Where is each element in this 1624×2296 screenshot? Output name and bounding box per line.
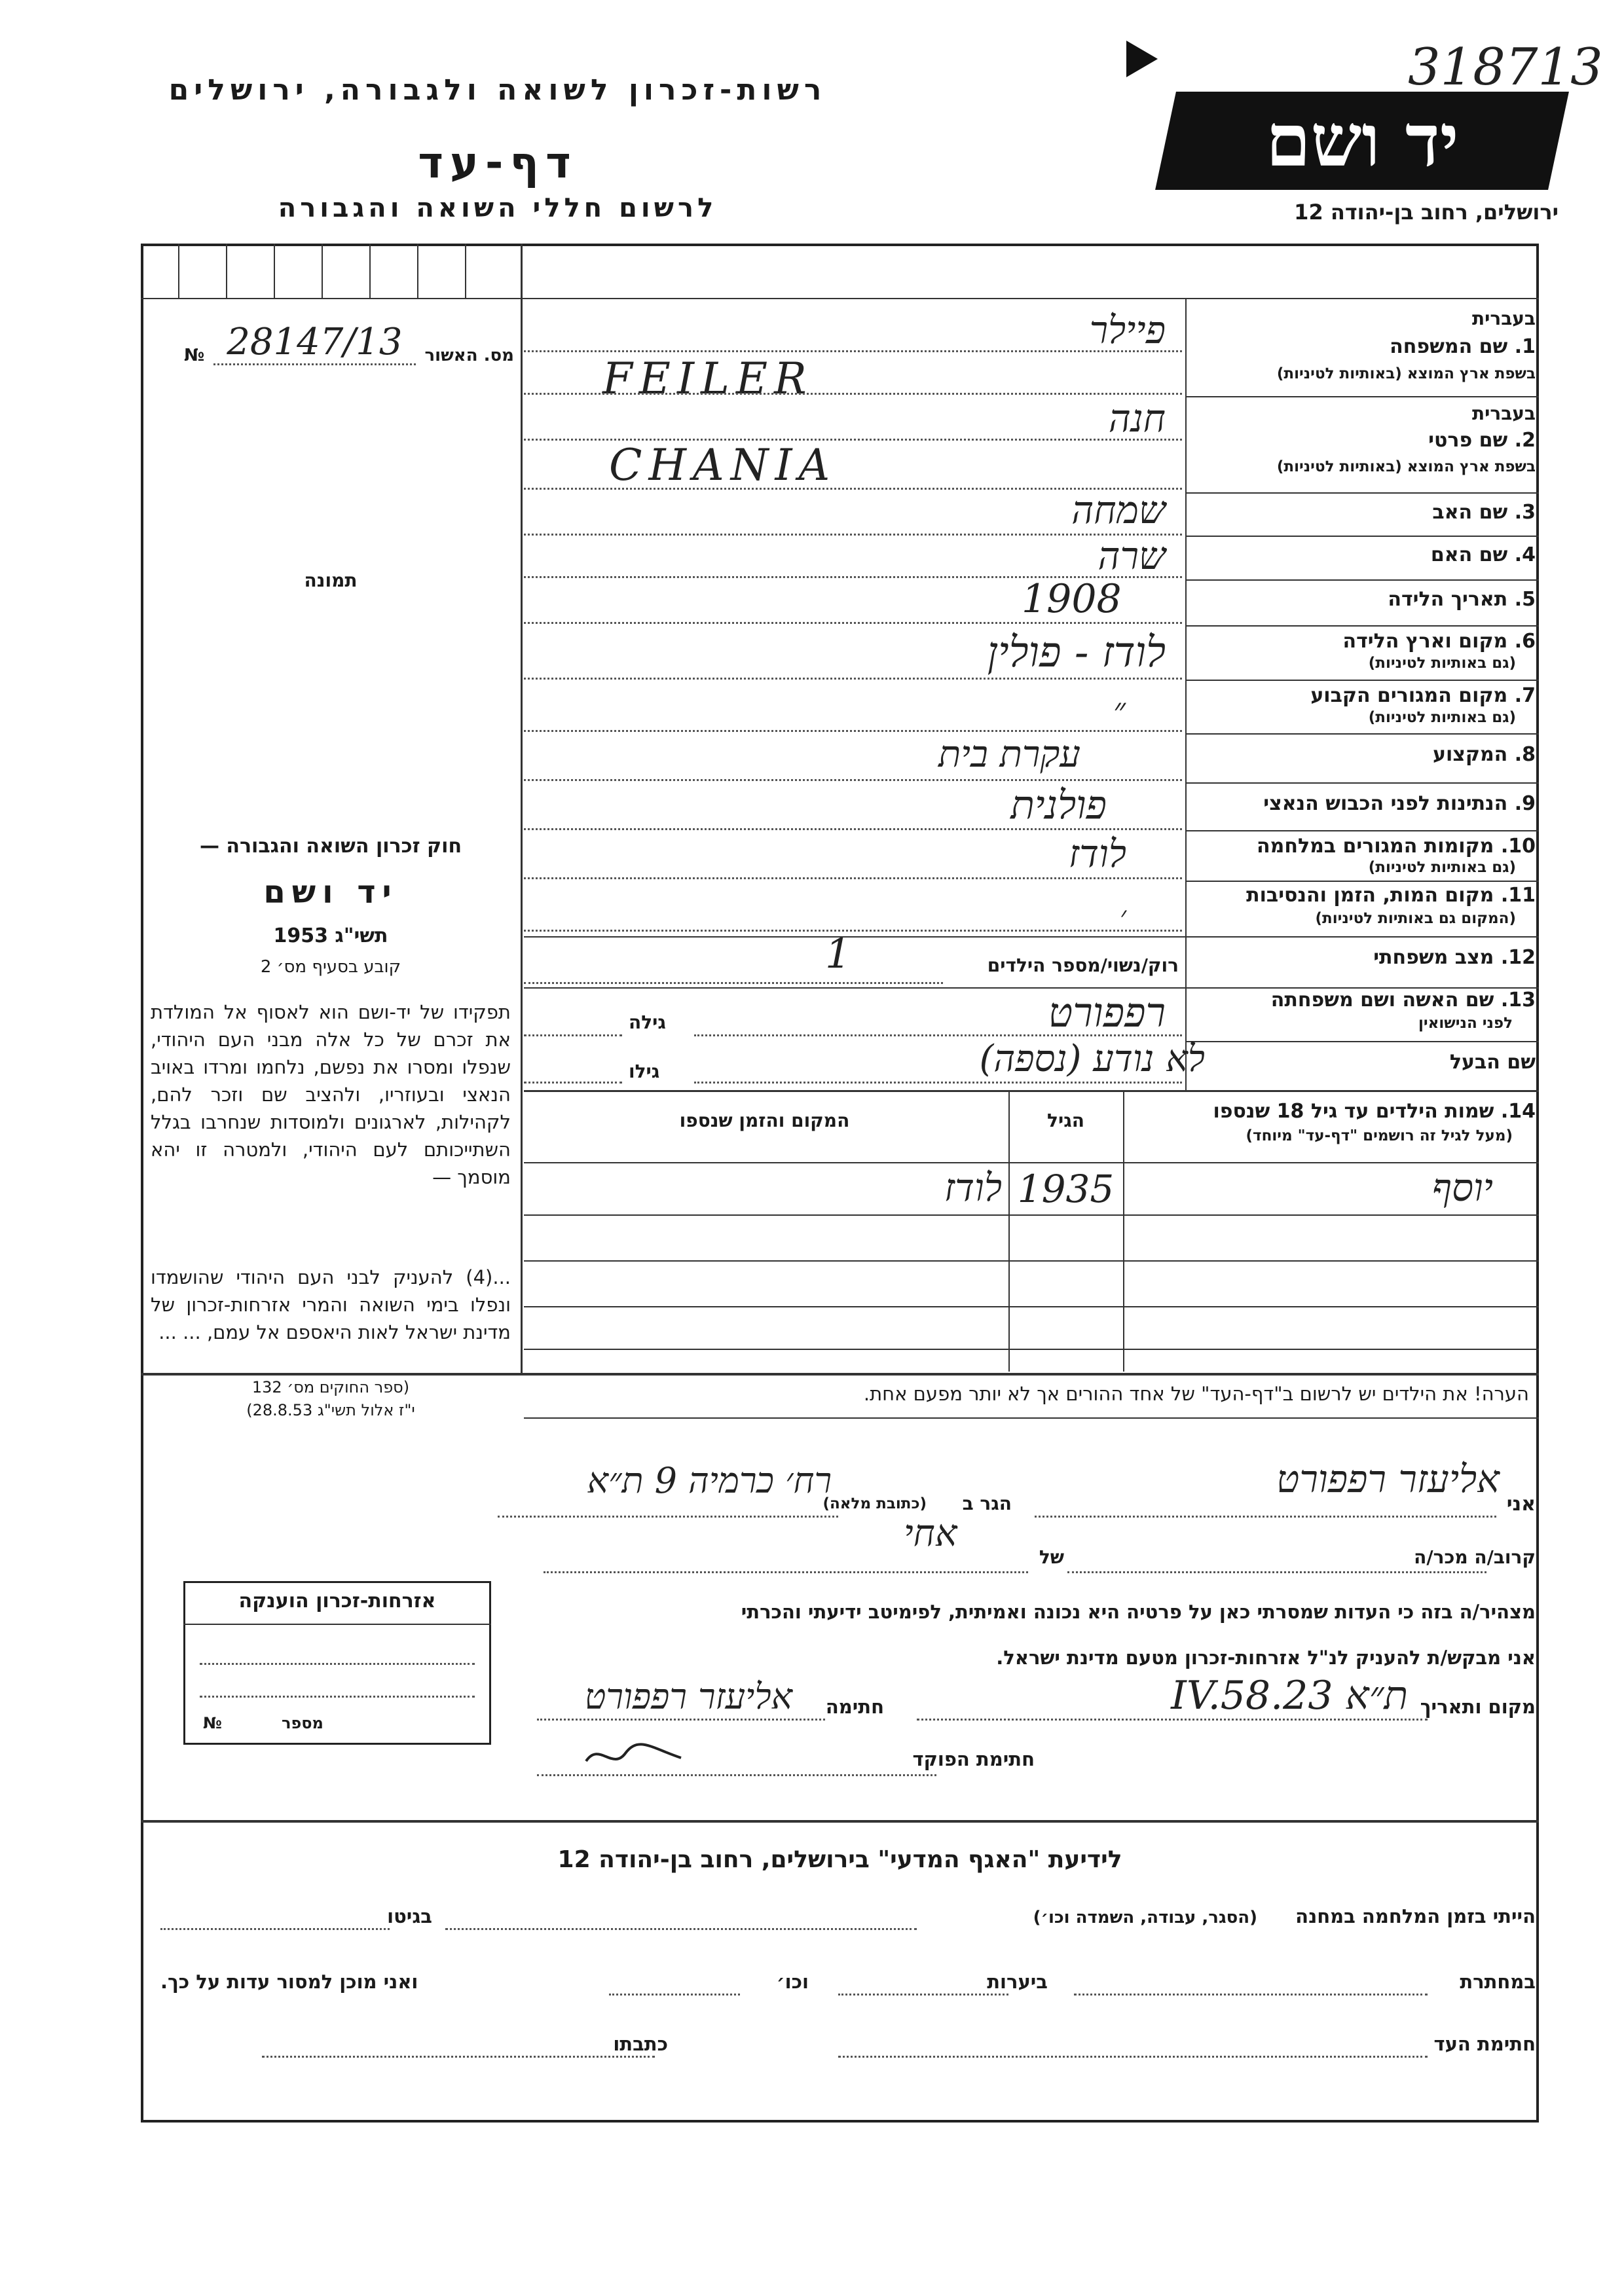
field-2-label: 2. שם פרטי bbox=[1428, 429, 1536, 452]
maiden-name-value: רפפורט bbox=[1048, 989, 1166, 1036]
registry-value: 28147/13 bbox=[213, 321, 415, 365]
field-10-sub: (גם באותיות לטיניות) bbox=[1368, 859, 1516, 876]
children-note: הערה! את הילדים יש לרשום ב"דף-העד" של אחד ההורים אך לא יותר מפעם אחת. bbox=[863, 1383, 1529, 1405]
husband-name-label: שם הבעל bbox=[1449, 1051, 1536, 1074]
resides-label: הגר ב bbox=[962, 1493, 1012, 1514]
marital-children-value: 1 bbox=[825, 930, 851, 977]
relative-label: קרוב/ה מכר/ה bbox=[1414, 1546, 1536, 1568]
declarant-signature-value: אליעזר רפפורט bbox=[584, 1676, 792, 1717]
field-7-sub: (גם באותיות לטיניות) bbox=[1368, 709, 1516, 726]
first-name-latin-value: CHANIA bbox=[609, 440, 837, 490]
photo-placeholder-label: תמונה bbox=[304, 570, 358, 591]
field-2-lang-hebrew: בעברית bbox=[1471, 403, 1536, 424]
footer-forests-label: ביערות bbox=[987, 1971, 1048, 1993]
law-text-1: תפקידו של יד-ושם הוא לאסוף אל המולדת את זכרם של כל אלה מבני העם היהודי, שנפלו ומסרו את נפשם, נלחמו ומרדו באויב הנאצי ובעוזריו, ולהציב שם וזכר להם, לקהילות, לארגונים ולמוסדות שנחרבו בגלל השתייכותם לעם היהודי, ולמטרה זו יהא מוסמך — bbox=[151, 1001, 511, 1188]
logo-text: יד ושם bbox=[1265, 98, 1459, 183]
address-hint: (כתובת מלאה) bbox=[822, 1495, 927, 1512]
yad-vashem-logo bbox=[1155, 92, 1569, 190]
children-title-sub: (מעל לגיל זה רושמים "דף-עד" מיוחד) bbox=[1246, 1127, 1513, 1144]
signature-label: חתימה bbox=[825, 1696, 884, 1718]
registry-label: מס. האשור bbox=[424, 346, 514, 365]
footer-testimony-statement: ואני מוכן למסור עדות על כך. bbox=[160, 1971, 418, 1993]
form-title: דף-עד bbox=[418, 137, 578, 188]
field-10-label: 10. מקומות המגורים במלחמה bbox=[1257, 835, 1536, 858]
law-reference-2: י"ז אלול תשי"ג 28.8.53) bbox=[246, 1401, 415, 1419]
footer-camp-hint: (הסגר, עבודה, השמדה וכו׳) bbox=[1033, 1908, 1257, 1927]
birthplace-value: לודז - פולין bbox=[987, 629, 1166, 677]
wife-age-label: גילה bbox=[629, 1011, 666, 1033]
relationship-value: אחי bbox=[904, 1512, 957, 1555]
child-place-value: לודז bbox=[944, 1165, 1002, 1210]
footer-witness-signature-label: חתימת העד bbox=[1433, 2033, 1536, 2055]
child-age-value: 1935 bbox=[1017, 1167, 1115, 1211]
field-9-label: 9. הנתינות לפני הכבוש הנאצי bbox=[1263, 792, 1536, 815]
field-3-label: 3. שם האב bbox=[1432, 501, 1536, 524]
footer-address-label: כתבתו bbox=[613, 2033, 668, 2055]
field-1-lang-latin: בשפת ארץ המוצא (באותיות לטיניות) bbox=[1276, 365, 1536, 382]
field-1-label: 1. שם המשפחה bbox=[1390, 335, 1536, 358]
law-year: תשי"ג 1953 bbox=[273, 924, 388, 947]
child-name-value: יוסף bbox=[1431, 1165, 1493, 1210]
of-label: של bbox=[1039, 1546, 1064, 1568]
citizenship-box-title: אזרחות-זכרון הוענקה bbox=[238, 1590, 436, 1613]
field-12-label: 12. מצב משפחתי bbox=[1373, 946, 1536, 969]
field-2-lang-latin: בשפת ארץ המוצא (באותיות לטיניות) bbox=[1276, 458, 1536, 475]
wartime-residence-value: לודז bbox=[1068, 831, 1126, 876]
field-6-label: 6. מקום וארץ הלידה bbox=[1342, 630, 1536, 653]
husband-age-label: גילו bbox=[629, 1061, 660, 1082]
footer-ghetto-label: בגיטו bbox=[387, 1905, 432, 1927]
field-5-label: 5. תאריך הלידה bbox=[1388, 588, 1536, 611]
profession-value: עקרת בית bbox=[938, 733, 1080, 776]
citizenship-no-prefix: № bbox=[203, 1714, 222, 1732]
field-1-lang-hebrew: בעברית bbox=[1471, 308, 1536, 329]
officer-signature-label: חתימת הפוקד bbox=[912, 1748, 1035, 1770]
husband-name-value: לא נודע (נספה) bbox=[979, 1038, 1205, 1080]
field-13-sub: לפני הנישואין bbox=[1418, 1015, 1513, 1032]
field-7-label: 7. מקום המגורים הקבוע bbox=[1310, 684, 1536, 707]
field-11-label: 11. מקום המות, הזמן והנסיבות bbox=[1246, 884, 1536, 907]
footer-etc-label: וכו׳ bbox=[776, 1971, 809, 1993]
footer-underground-label: במחתרת bbox=[1460, 1971, 1536, 1993]
children-age-header: הגיל bbox=[1047, 1110, 1084, 1131]
mother-name-value: שרה bbox=[1098, 534, 1166, 578]
law-reference-1: (ספר החוקים מס׳ 132 bbox=[251, 1378, 410, 1396]
field-6-sub: (גם באותיות לטיניות) bbox=[1368, 655, 1516, 672]
authority-name: רשות-זכרון לשואה ולגבורה, ירושלים bbox=[168, 73, 827, 107]
law-name: יד ושם bbox=[263, 874, 398, 911]
footer-camp-label: הייתי בזמן המלחמה במחנה bbox=[1295, 1905, 1536, 1927]
surname-hebrew-value: פיילר bbox=[1089, 308, 1166, 352]
place-date-value: ת״א 23.IV.58 bbox=[1171, 1673, 1408, 1719]
field-13-label: 13. שם האשה ושם משפחתה bbox=[1270, 989, 1536, 1011]
registry-no-prefix: № bbox=[183, 346, 205, 365]
declarant-address-value: רח׳ כרמיה 9 ת״א bbox=[587, 1460, 832, 1501]
nationality-value: פולנית bbox=[1010, 782, 1107, 828]
surname-latin-value: FEILER bbox=[602, 354, 813, 404]
declaration-statement-1: מצהיר/ה בזה כי העדות שמסרתי כאן על פרטיה היא נכונה ואמיתית, לפימיטב ידיעתי והכרתי bbox=[741, 1601, 1536, 1623]
declaration-statement-2: אני מבקש/ת להעניק לנ"ל אזרחות-זכרון מטעם מדינת ישראל. bbox=[996, 1647, 1536, 1669]
law-title: חוק זכרון השואה והגבורה — bbox=[199, 835, 462, 858]
archive-number: 318713 bbox=[1408, 38, 1603, 97]
declarant-i-label: אני bbox=[1506, 1493, 1536, 1516]
children-title: 14. שמות הילדים עד גיל 18 שנספו bbox=[1213, 1100, 1536, 1123]
field-8-label: 8. המקצוע bbox=[1432, 743, 1536, 766]
law-clause: קובע בסעיף מס׳ 2 bbox=[260, 957, 401, 977]
footer-title: לידיעת "האגף המדעי" בירושלים, רחוב בן-יהודה 12 bbox=[557, 1846, 1122, 1873]
birth-date-value: 1908 bbox=[1022, 576, 1122, 622]
children-place-header: המקום והזמן שנספו bbox=[679, 1110, 850, 1131]
form-subtitle: לרשום חללי השואה והגבורה bbox=[278, 193, 718, 223]
field-11-sub: (המקום גם באותיות לטיניות) bbox=[1315, 910, 1516, 927]
officer-signature-mark bbox=[583, 1735, 688, 1774]
registry-number-row bbox=[147, 321, 514, 365]
declarant-name-value: אליעזר רפפורט bbox=[1276, 1457, 1500, 1501]
arrow-marker-icon bbox=[1126, 41, 1158, 77]
first-name-hebrew-value: חנה bbox=[1108, 396, 1166, 441]
residence-value: ״ bbox=[1113, 691, 1126, 729]
place-date-label: מקום ותאריך bbox=[1420, 1696, 1536, 1718]
field-4-label: 4. שם האם bbox=[1430, 543, 1536, 566]
father-name-value: שמחה bbox=[1071, 488, 1166, 532]
citizenship-number-label: מספר bbox=[282, 1714, 323, 1732]
address: ירושלים, רחוב בן-יהודה 12 bbox=[1294, 200, 1559, 225]
field-12-inline-label: רוק/נשוי/מספר הילדים bbox=[987, 955, 1179, 976]
death-place-value: ׳ bbox=[1120, 900, 1127, 934]
law-text-2: ...(4) להעניק לבני העם היהודי שהושמדו ונפלו בימי השואה והמרי אזרחות-זכרון של מדינת ישראל לאות היאספם אל עמם, ... ... bbox=[151, 1266, 511, 1343]
